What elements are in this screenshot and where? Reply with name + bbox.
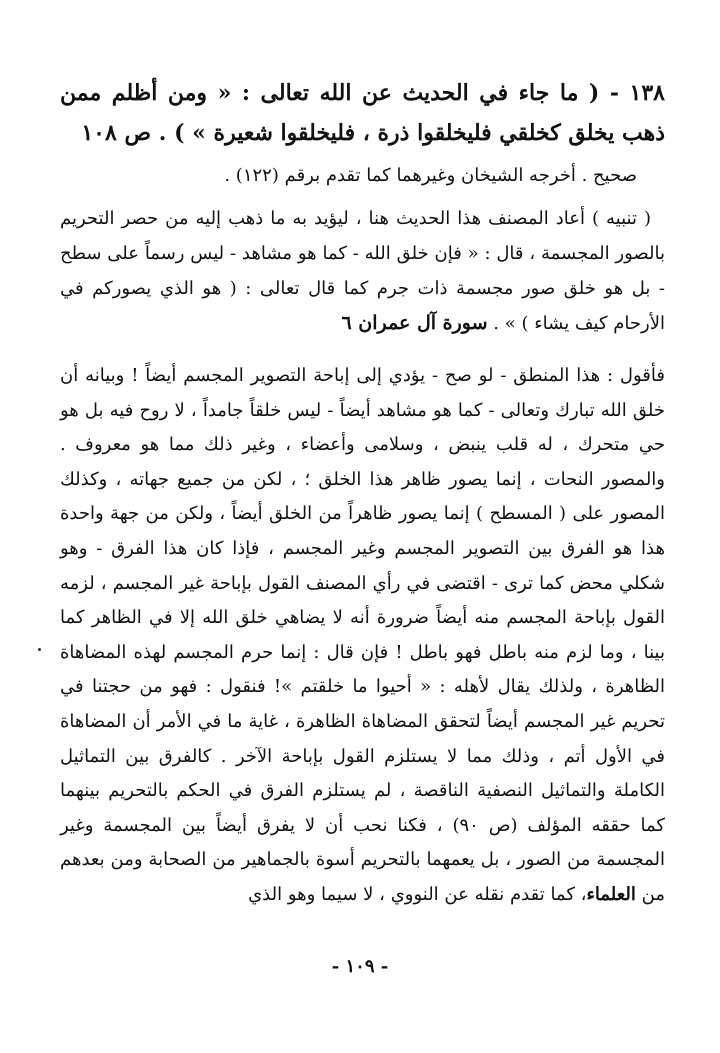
note-text: ( تنبيه ) أعاد المصنف هذا الحديث هنا ، ليؤيد به ما ذهب إليه من حصر التحريم بالصور المجسمة ، قال : « فإن خلق الله - كما هو مشاهد - ليس رسماً على سطح - بل هو خلق صور مجسمة ذات جرم كما قال تعالى : ( هو الذي يصوركم في الأرحام كيف يشاء ) » . xyxy=(60,208,665,334)
book-page xyxy=(60,55,665,1005)
commentary-text-end: ، كما تقدم نقله عن النووي ، لا سيما وهو الذي xyxy=(248,883,587,905)
page-number: - ١٠٩ - xyxy=(331,956,389,977)
print-speck xyxy=(38,648,41,651)
hadith-heading xyxy=(60,73,665,153)
hadith-grade: صحيح . أخرجه الشيخان وغيرهما كما تقدم برقم (١٢٢) . xyxy=(224,165,637,186)
hadith-title: ١٣٨ - ( ما جاء في الحديث عن الله تعالى : « ومن أظلم ممن ذهب يخلق كخلقي فليخلقوا ذرة ، فليخلقوا شعيرة » ) . xyxy=(60,80,665,146)
quran-verse-ref: سورة آل عمران ٦ xyxy=(341,312,488,334)
scholars-word: العلماء xyxy=(586,883,636,905)
hadith-page-ref: ص ١٠٨ xyxy=(81,120,152,146)
commentary-text: فأقول : هذا المنطق - لو صح - يؤدي إلى إباحة التصوير المجسم أيضاً ! وبيانه أن خلق الله تبارك وتعالى - كما هو مشاهد أيضاً - ليس خلقاً جامداً ، لا روح فيه بل هو حي متحرك ، له قلب ينبض ، وسلامى وأعضاء ، وغير ذلك مما هو معروف . والمصور النحات ، إنما يصور ظاهر هذا الخلق ؛ ، لكن من جميع جهاته ، وكذلك المصور على ( المسطح ) إنما يصور ظاهراً من الخلق أيضاً ، ولكن من جهة واحدة هذا هو الفرق بين التصوير المجسم وغير المجسم ، فإذا كان هذا الفرق - وهو شكلي محض كما ترى - اقتضى في رأي المصنف القول بإباحة غير المجسم ، لزمه القول بإباحة المجسم منه أيضاً ضرورة أنه لا يضاهي خلق الله إلا في الظاهر كما بينا ، وما لزم منه باطل فهو باطل ! فإن قال : إنما حرم المجسم لهذه المضاهاة الظاهرة ، ولذلك يقال لأهله : « أحيوا ما خلقتم »! فنقول : فهو من حجتنا في تحريم غير المجسم أيضاً لتحقق المضاهاة الظاهرة ، غاية ما في الأمر أن المضاهاة في الأول أتم ، وذلك مما لا يستلزم القول بإباحة الآخر . كالفرق بين التماثيل الكاملة والتماثيل النصفية الناقصة ، لم يستلزم الفرق في الحكم بالتحريم بينهما كما حققه المؤلف (ص ٩٠) ، فكنا نحب أن لا يفرق أيضاً بين المجسمة وغير المجسمة من الصور ، بل يعمهما بالتحريم أسوة بالجماهير من الصحابة ومن بعدهم من xyxy=(60,365,665,905)
author-note xyxy=(60,201,665,341)
commentary-paragraph xyxy=(60,359,665,913)
